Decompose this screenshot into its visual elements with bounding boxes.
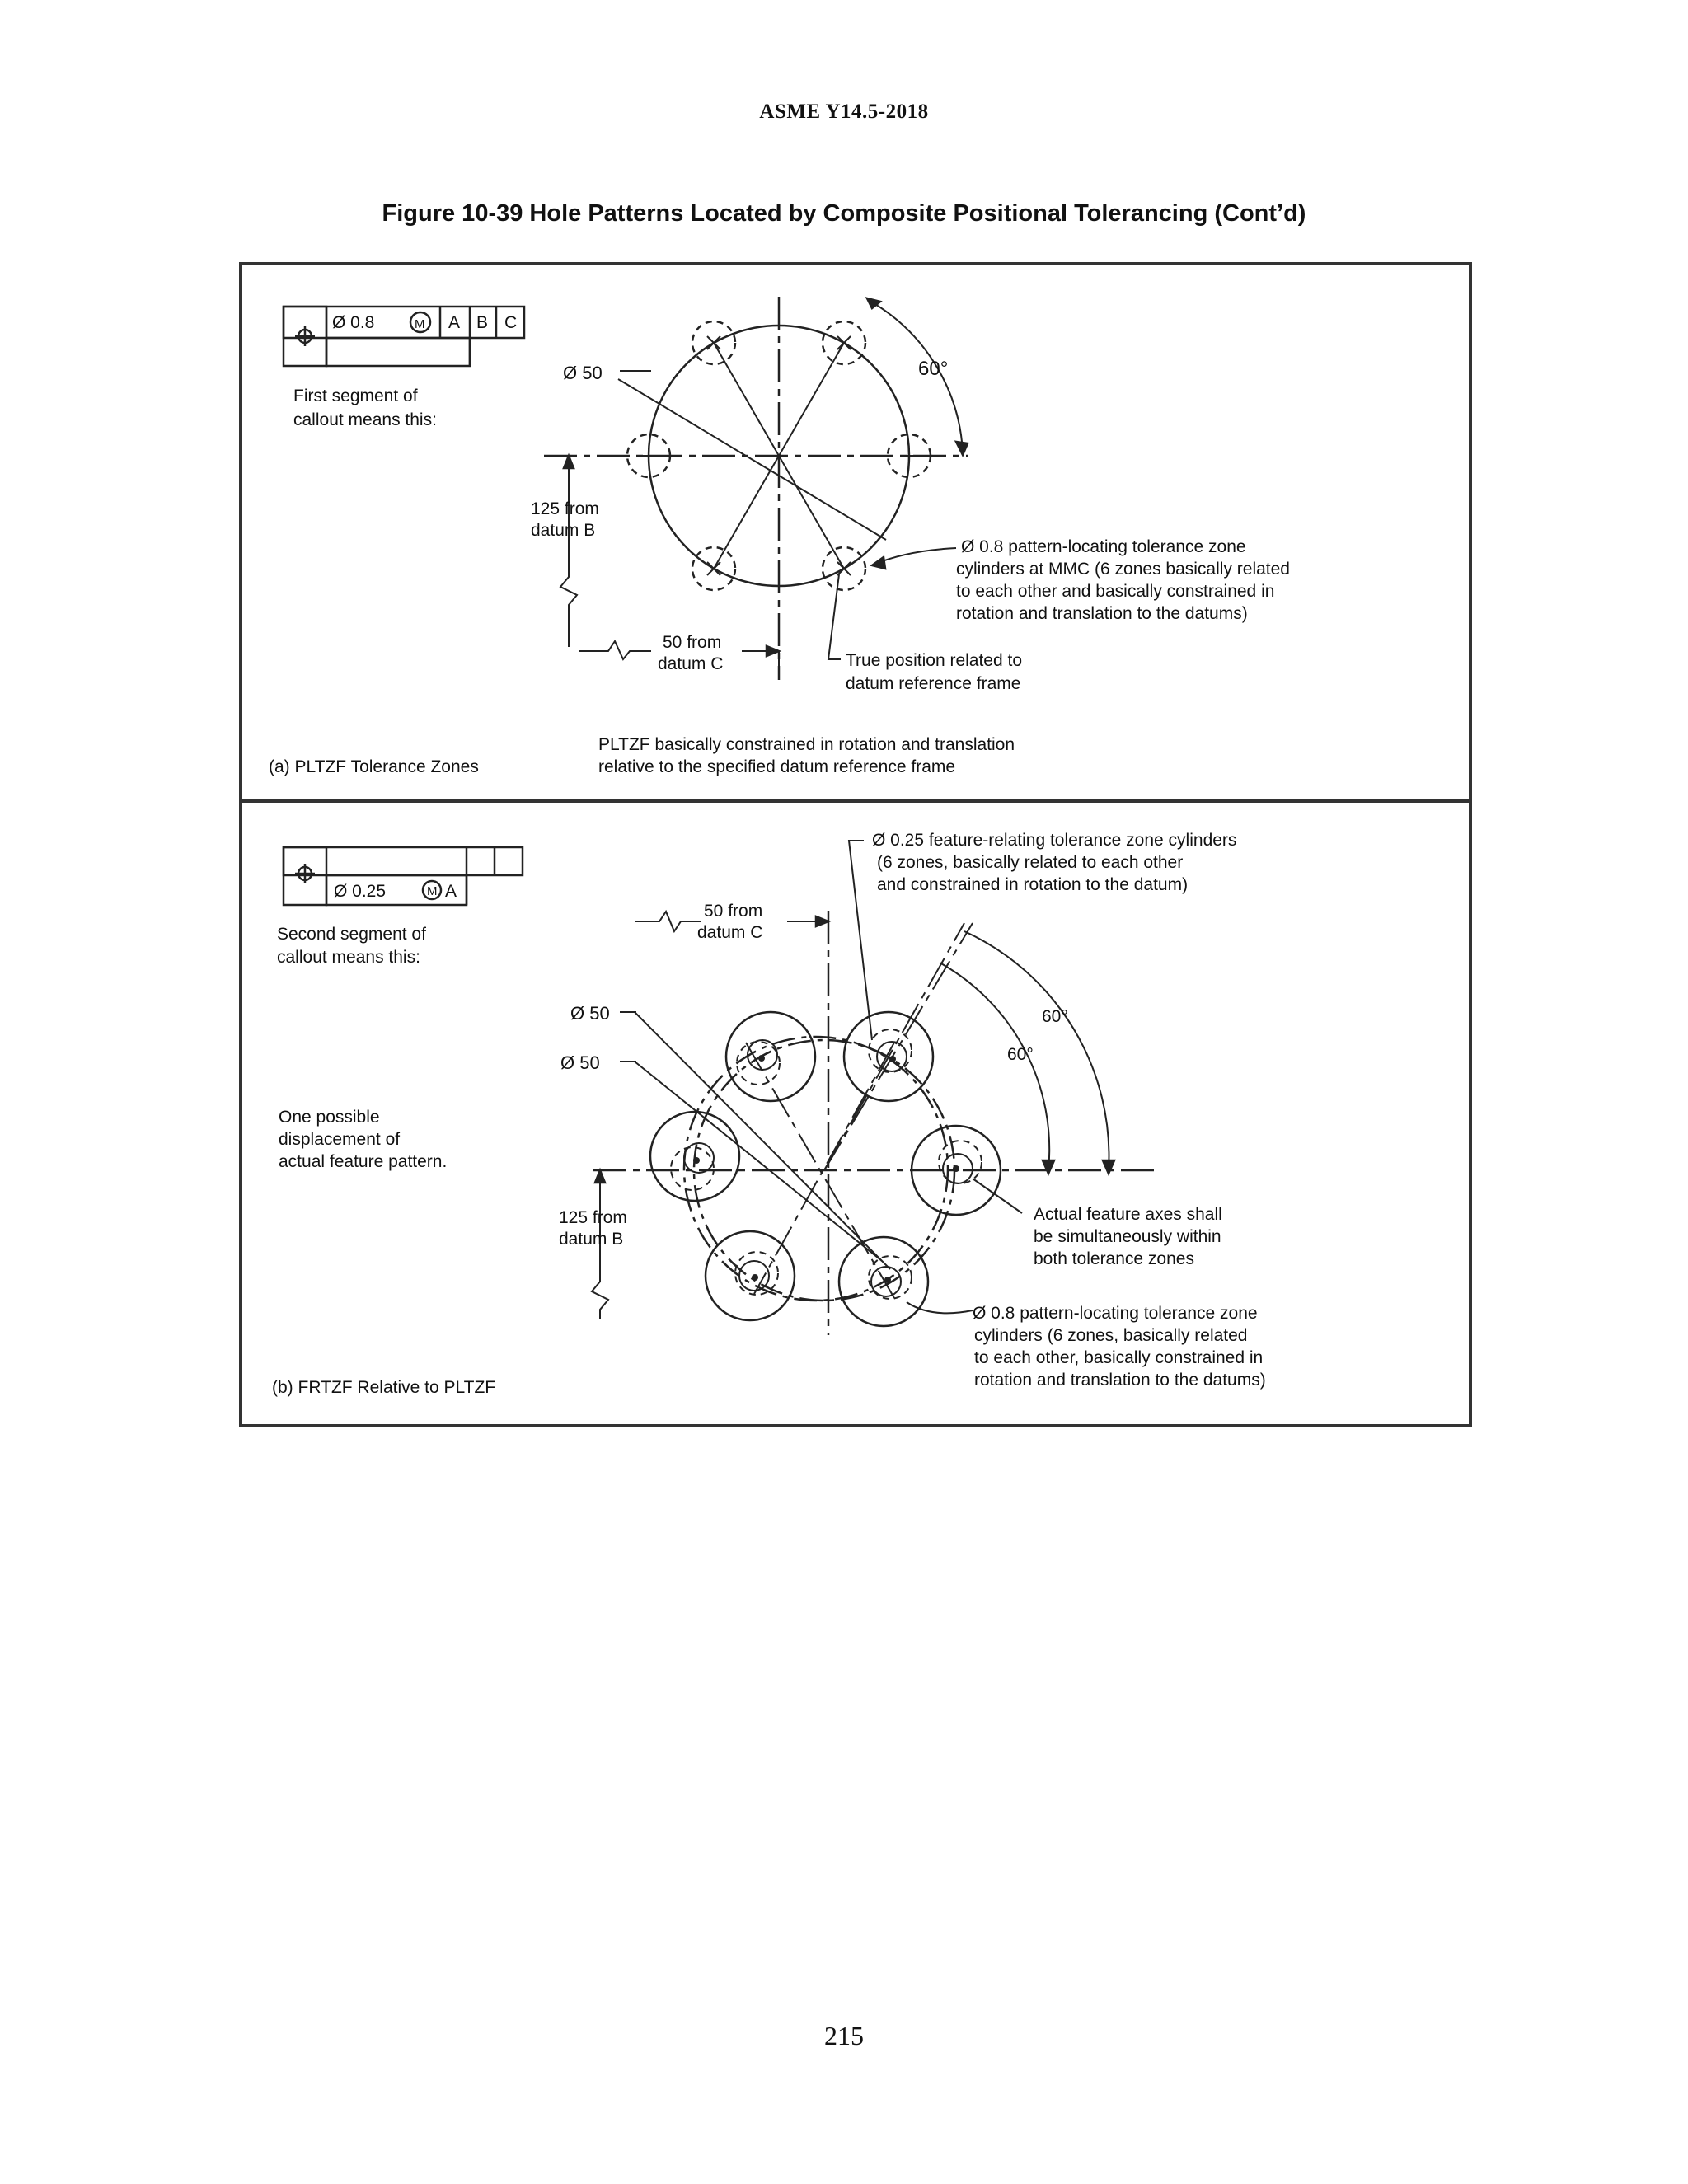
panel-a-datum-b-line2: datum B (531, 521, 596, 540)
panel-a-datum-b-line1: 125 from (531, 499, 599, 518)
displacement-line-1: One possible (279, 1108, 380, 1127)
panel-b-zone-note-4: rotation and translation to the datums) (974, 1371, 1266, 1390)
fcf-b (284, 847, 523, 905)
panel-b-caption-line1: Second segment of (277, 925, 426, 944)
fcf-a-datum-1: A (448, 313, 461, 332)
fcf-a (284, 307, 524, 366)
panel-a-zone-note-4: rotation and translation to the datums) (956, 604, 1248, 623)
panel-a-datum-c-line1: 50 from (663, 633, 722, 652)
panel-a-constraint-line1: PLTZF basically constrained in rotation and translation (598, 735, 1015, 754)
panel-b-zone-note-3: to each other, basically constrained in (974, 1348, 1264, 1367)
panel-a-angle-label: 60° (918, 358, 949, 380)
panel-a-zone-note-2: cylinders at MMC (6 zones basically related (956, 560, 1290, 579)
panel-a-label: (a) PLTZF Tolerance Zones (269, 757, 479, 776)
panel-a-true-pos-line2: datum reference frame (846, 674, 1021, 693)
axes-note-2: be simultaneously within (1034, 1227, 1221, 1246)
panel-b-zone-note-1: Ø 0.8 pattern-locating tolerance zone (973, 1304, 1258, 1323)
panel-a-caption-line1: First segment of (293, 387, 418, 405)
fcf-a-datum-2: B (476, 313, 489, 332)
fcf-a-datum-3: C (504, 313, 518, 332)
displacement-line-3: actual feature pattern. (279, 1152, 448, 1171)
panel-a (284, 297, 968, 680)
axes-note-3: both tolerance zones (1034, 1249, 1194, 1268)
axes-note-1: Actual feature axes shall (1034, 1205, 1222, 1224)
panel-a-datum-c-line2: datum C (658, 654, 724, 673)
panel-a-zone-note-3: to each other and basically constrained in (956, 582, 1275, 601)
panel-b-datum-b-line1: 125 from (559, 1208, 627, 1227)
panel-b-text (272, 831, 1266, 1397)
panel-b-datum-b-line2: datum B (559, 1230, 624, 1249)
panel-b-zone-note-2: cylinders (6 zones, basically related (974, 1326, 1248, 1345)
panel-a-zone-note-1: Ø 0.8 pattern-locating tolerance zone (961, 537, 1246, 556)
panel-b-caption-line2: callout means this: (277, 948, 420, 967)
page-number: 215 (824, 2021, 864, 2050)
panel-b-datum-c-line1: 50 from (704, 902, 763, 921)
fcf-a-tolerance: Ø 0.8 (332, 313, 375, 332)
panel-b-dia-label-2: Ø 50 (560, 1052, 600, 1073)
panel-a-text (269, 313, 1290, 776)
figure-title: Figure 10-39 Hole Patterns Located by Composite Positional Tolerancing (Cont’d) (382, 200, 1306, 227)
panel-a-true-pos-line1: True position related to (846, 651, 1023, 670)
panel-b-angle-label-2: 60° (1007, 1045, 1034, 1064)
fcf-b-datum-1: A (445, 882, 457, 901)
panel-a-caption-line2: callout means this: (293, 410, 437, 429)
panel-b-angle-label-1: 60° (1042, 1007, 1068, 1026)
frtzf-note-1: Ø 0.25 feature-relating tolerance zone cylinders (872, 831, 1237, 850)
panel-b-label: (b) FRTZF Relative to PLTZF (272, 1378, 496, 1397)
panel-b-datum-c-line2: datum C (697, 923, 763, 942)
frtzf-note-3: and constrained in rotation to the datum) (877, 875, 1189, 894)
fcf-a-mmc: M (415, 317, 425, 331)
panel-a-constraint-line2: relative to the specified datum reference frame (598, 757, 956, 776)
fcf-b-mmc: M (427, 884, 438, 898)
panel-b-dia-label-1: Ø 50 (570, 1003, 610, 1024)
running-header: ASME Y14.5-2018 (759, 101, 929, 123)
panel-a-dia-label: Ø 50 (563, 363, 603, 383)
displacement-line-2: displacement of (279, 1130, 401, 1149)
fcf-b-tolerance: Ø 0.25 (334, 882, 387, 901)
frtzf-note-2: (6 zones, basically related to each other (877, 853, 1184, 872)
